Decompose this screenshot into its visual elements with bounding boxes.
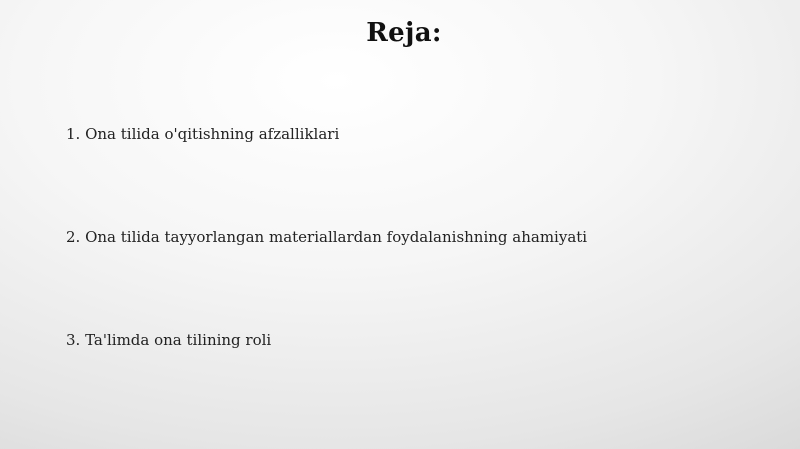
plan-item-3: 3. Ta'limda ona tilining roli <box>66 331 272 349</box>
plan-item-1: 1. Ona tilida o'qitishning afzalliklari <box>66 125 340 143</box>
slide-title: Reja: <box>366 18 442 48</box>
plan-item-2: 2. Ona tilida tayyorlangan materiallardan foydalanishning ahamiyati <box>66 228 588 246</box>
